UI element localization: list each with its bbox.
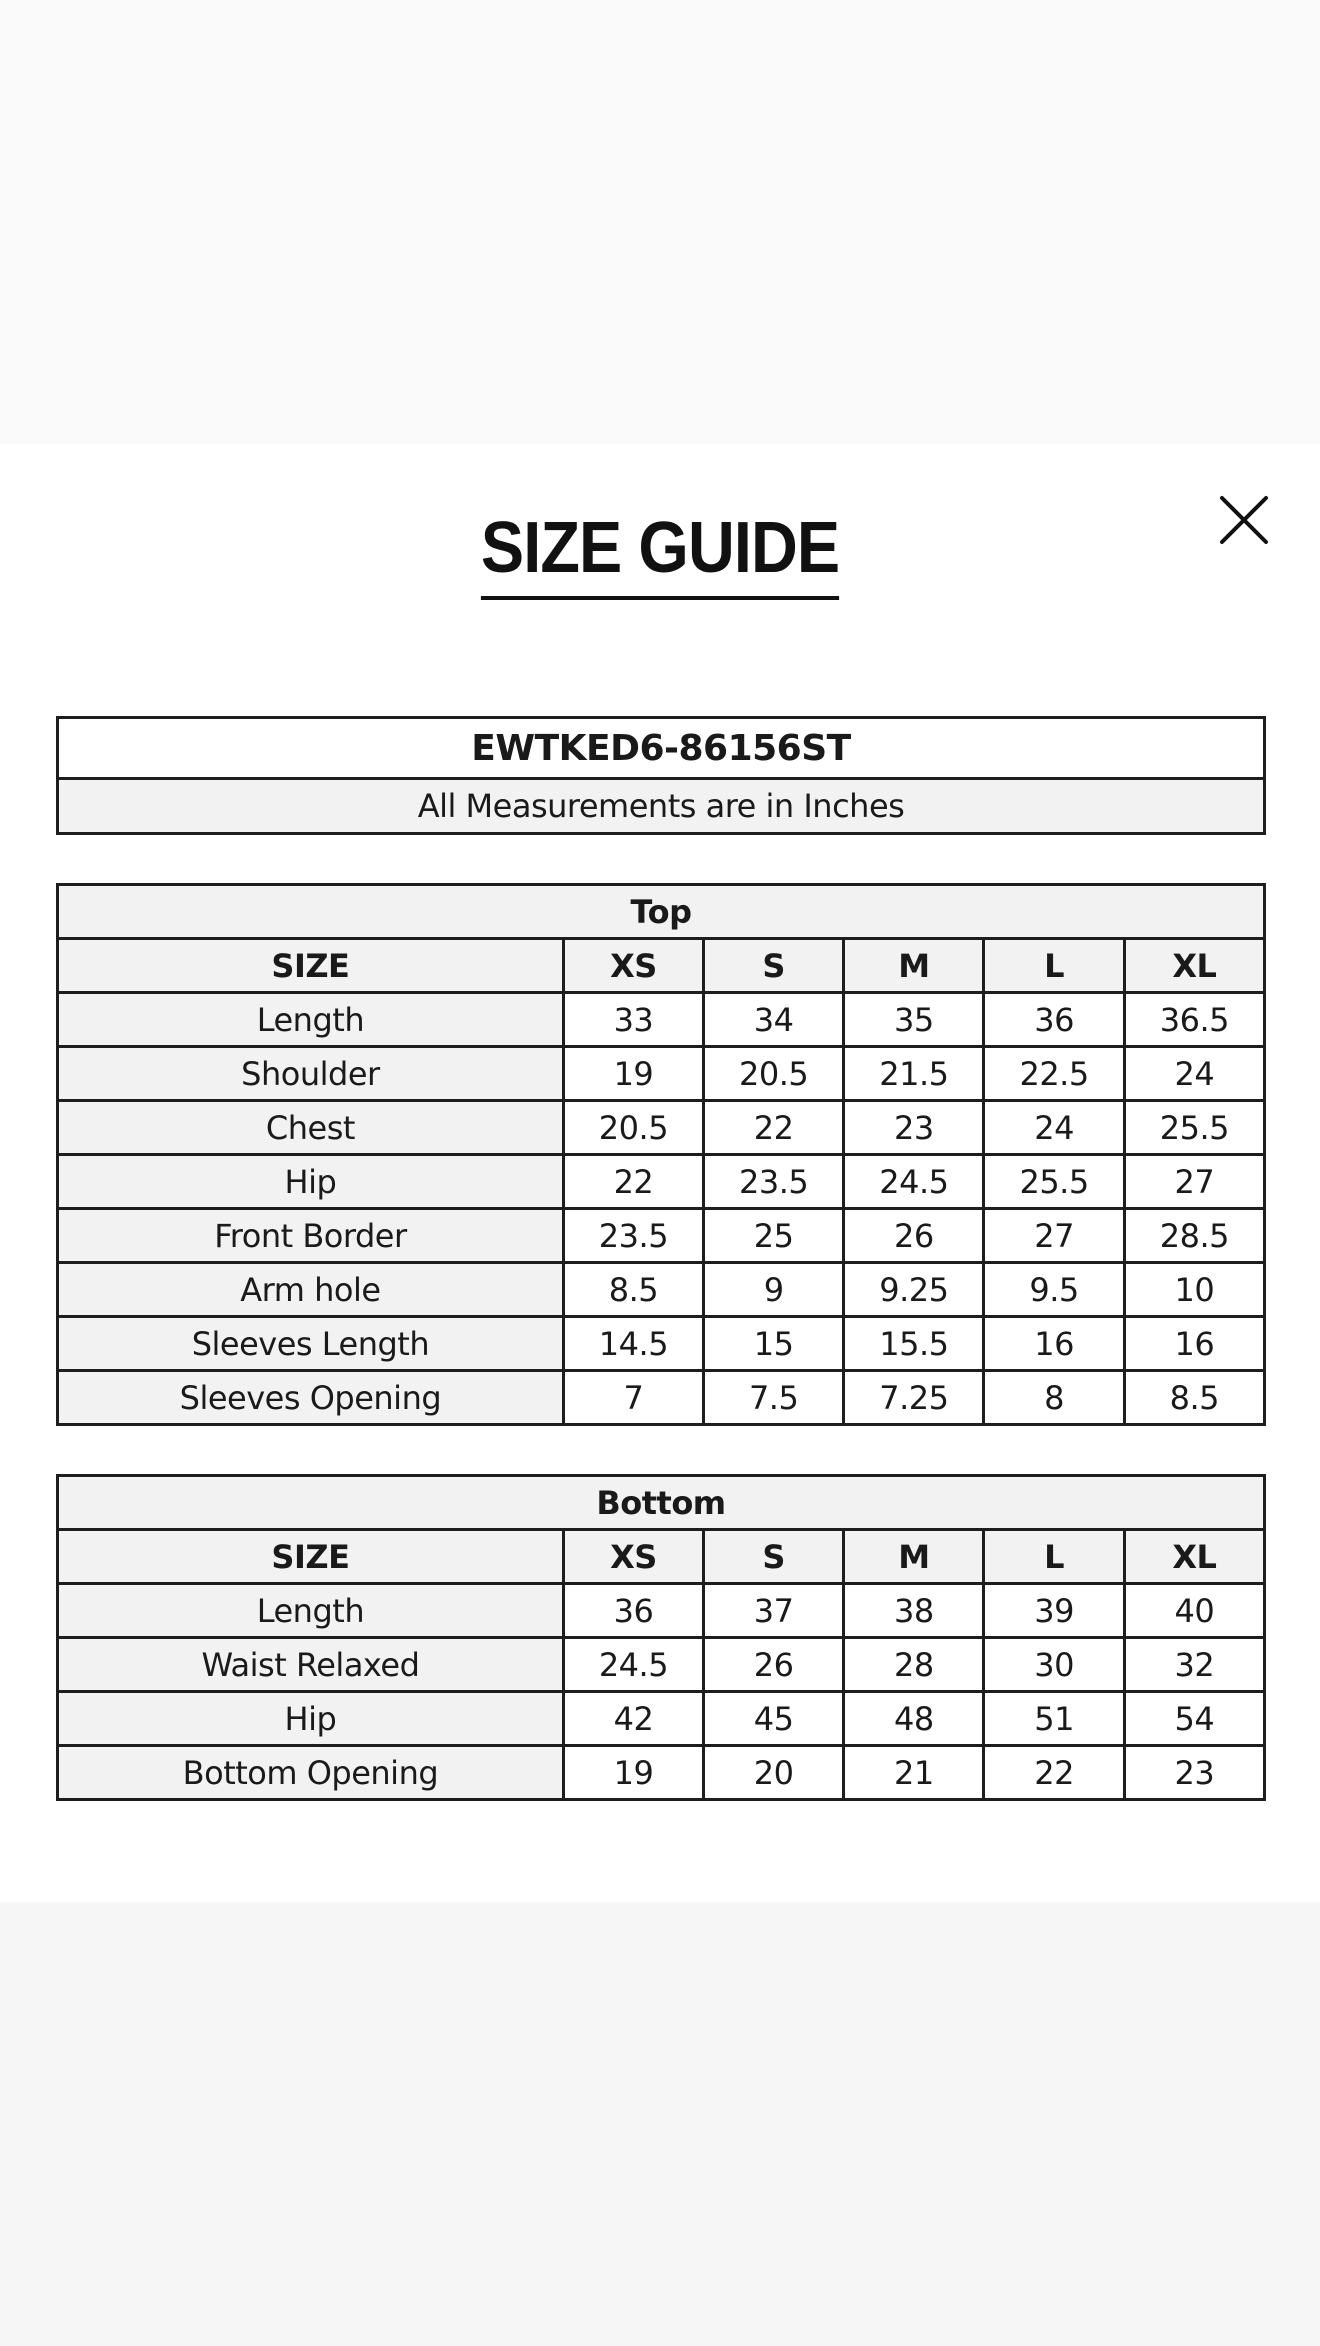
measurement-value: 16 [984, 1317, 1124, 1371]
measurement-label: Arm hole [58, 1263, 564, 1317]
table-header-row [58, 939, 1265, 993]
measurement-value: 7.5 [704, 1371, 844, 1425]
column-header: XS [563, 1530, 703, 1584]
measurement-value: 40 [1124, 1584, 1264, 1638]
measurement-label: Front Border [58, 1209, 564, 1263]
page-backdrop-top [0, 0, 1320, 444]
column-header: SIZE [58, 939, 564, 993]
measurement-value: 32 [1124, 1638, 1264, 1692]
section-title: Top [58, 885, 1265, 939]
measurement-value: 19 [563, 1746, 703, 1800]
measurement-value: 36.5 [1124, 993, 1264, 1047]
measurement-value: 21.5 [844, 1047, 984, 1101]
measurement-value: 25.5 [1124, 1101, 1264, 1155]
measurement-value: 14.5 [563, 1317, 703, 1371]
measurement-value: 34 [704, 993, 844, 1047]
measurement-value: 20.5 [563, 1101, 703, 1155]
size-chart-image [56, 716, 1266, 1801]
measurement-value: 7 [563, 1371, 703, 1425]
measurement-value: 36 [563, 1584, 703, 1638]
column-header: XL [1124, 939, 1264, 993]
table-row [58, 1101, 1265, 1155]
measurement-value: 33 [563, 993, 703, 1047]
table-row [58, 1047, 1265, 1101]
measurement-label: Shoulder [58, 1047, 564, 1101]
measurement-value: 24 [1124, 1047, 1264, 1101]
measurement-label: Hip [58, 1155, 564, 1209]
product-code: EWTKED6-86156ST [58, 718, 1265, 779]
measurement-value: 22.5 [984, 1047, 1124, 1101]
table-header-row [58, 1530, 1265, 1584]
measurement-value: 28.5 [1124, 1209, 1264, 1263]
table-row [58, 1692, 1265, 1746]
measurement-value: 19 [563, 1047, 703, 1101]
measurement-value: 27 [1124, 1155, 1264, 1209]
measurement-value: 23.5 [563, 1209, 703, 1263]
measurement-value: 21 [844, 1746, 984, 1800]
measurement-value: 7.25 [844, 1371, 984, 1425]
table-row [58, 1638, 1265, 1692]
page-backdrop-bottom [0, 1902, 1320, 2346]
measurement-label: Bottom Opening [58, 1746, 564, 1800]
measurement-value: 30 [984, 1638, 1124, 1692]
measurement-value: 23 [1124, 1746, 1264, 1800]
measurement-value: 9.5 [984, 1263, 1124, 1317]
measurement-value: 27 [984, 1209, 1124, 1263]
table-row [58, 1209, 1265, 1263]
column-header: SIZE [58, 1530, 564, 1584]
measurement-value: 10 [1124, 1263, 1264, 1317]
section-title: Bottom [58, 1476, 1265, 1530]
top-size-table [56, 883, 1266, 1426]
column-header: S [704, 1530, 844, 1584]
measurement-value: 24.5 [844, 1155, 984, 1209]
measurement-value: 23.5 [704, 1155, 844, 1209]
measurement-value: 36 [984, 993, 1124, 1047]
measurement-value: 8.5 [563, 1263, 703, 1317]
column-header: L [984, 939, 1124, 993]
column-header: M [844, 939, 984, 993]
measurement-label: Hip [58, 1692, 564, 1746]
measurement-value: 20.5 [704, 1047, 844, 1101]
measurement-label: Sleeves Length [58, 1317, 564, 1371]
measurement-value: 26 [704, 1638, 844, 1692]
measurement-value: 22 [704, 1101, 844, 1155]
measurement-value: 28 [844, 1638, 984, 1692]
column-header: M [844, 1530, 984, 1584]
modal-title: SIZE GUIDE [481, 508, 839, 600]
measurement-value: 9.25 [844, 1263, 984, 1317]
measurement-value: 51 [984, 1692, 1124, 1746]
measurement-value: 15 [704, 1317, 844, 1371]
measurement-value: 42 [563, 1692, 703, 1746]
measurement-value: 37 [704, 1584, 844, 1638]
measurement-value: 8 [984, 1371, 1124, 1425]
measurement-value: 38 [844, 1584, 984, 1638]
table-row [58, 1317, 1265, 1371]
modal-title-wrap [0, 508, 1320, 600]
measurement-value: 20 [704, 1746, 844, 1800]
measurement-label: Waist Relaxed [58, 1638, 564, 1692]
table-row [58, 993, 1265, 1047]
size-guide-modal [0, 444, 1320, 1902]
measurement-label: Length [58, 1584, 564, 1638]
measurement-label: Chest [58, 1101, 564, 1155]
table-row [58, 1746, 1265, 1800]
measurement-value: 9 [704, 1263, 844, 1317]
bottom-size-table [56, 1474, 1266, 1801]
measurement-value: 25.5 [984, 1155, 1124, 1209]
measurement-value: 24.5 [563, 1638, 703, 1692]
column-header: XL [1124, 1530, 1264, 1584]
measurement-value: 39 [984, 1584, 1124, 1638]
table-row [58, 1584, 1265, 1638]
table-row [58, 1155, 1265, 1209]
column-header: L [984, 1530, 1124, 1584]
column-header: XS [563, 939, 703, 993]
measurement-label: Length [58, 993, 564, 1047]
product-info-table [56, 716, 1266, 835]
measurement-note: All Measurements are in Inches [58, 779, 1265, 834]
measurement-value: 54 [1124, 1692, 1264, 1746]
measurement-value: 15.5 [844, 1317, 984, 1371]
measurement-value: 22 [984, 1746, 1124, 1800]
measurement-value: 26 [844, 1209, 984, 1263]
measurement-label: Sleeves Opening [58, 1371, 564, 1425]
table-row [58, 1263, 1265, 1317]
measurement-value: 35 [844, 993, 984, 1047]
measurement-value: 24 [984, 1101, 1124, 1155]
table-row [58, 1371, 1265, 1425]
measurement-value: 45 [704, 1692, 844, 1746]
measurement-value: 48 [844, 1692, 984, 1746]
measurement-value: 25 [704, 1209, 844, 1263]
measurement-value: 8.5 [1124, 1371, 1264, 1425]
measurement-value: 23 [844, 1101, 984, 1155]
column-header: S [704, 939, 844, 993]
measurement-value: 16 [1124, 1317, 1264, 1371]
measurement-value: 22 [563, 1155, 703, 1209]
